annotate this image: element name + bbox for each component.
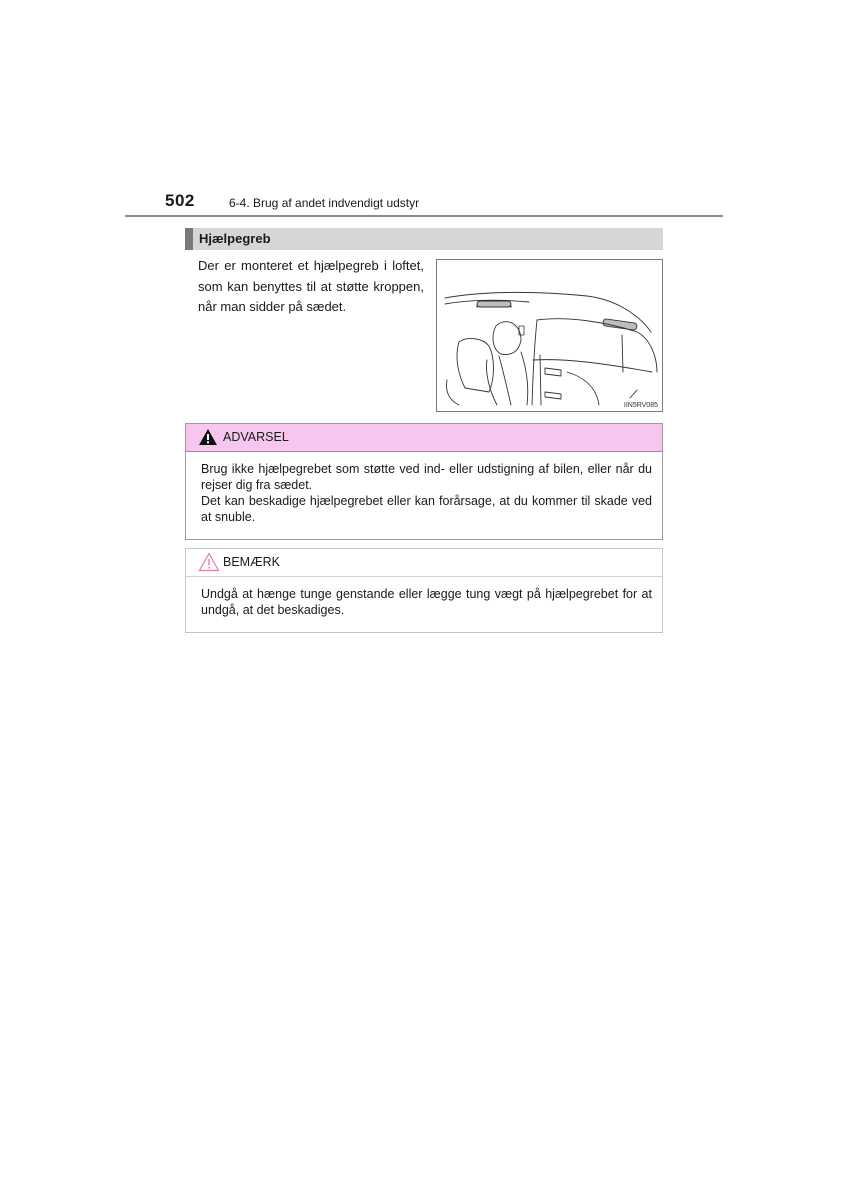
illustration-figure <box>436 259 663 412</box>
warning-header <box>186 424 662 452</box>
warning-label: ADVARSEL <box>223 430 289 444</box>
caution-triangle-icon <box>198 552 220 572</box>
intro-text: Der er monteret et hjælpegreb i loftet, som kan benyttes til at støtte kroppen, når man sidder på sædet. <box>198 258 424 314</box>
chapter-title: 6-4. Brug af andet indvendigt udstyr <box>229 196 420 210</box>
page-number: 502 <box>165 191 195 210</box>
warning-body <box>201 461 652 525</box>
section-heading <box>185 228 663 250</box>
warning-line: Brug ikke hjælpegrebet som støtte ved ind- eller udstigning af bilen, eller når du rejser dig fra sædet. <box>201 462 652 492</box>
warning-line: Det kan beskadige hjælpegrebet eller kan forårsage, at du kommer til skade ved at snuble. <box>201 494 652 524</box>
header-rule <box>125 215 723 217</box>
figure-code: IIN5RV085 <box>623 402 658 409</box>
section-heading-text: Hjælpegreb <box>199 231 271 246</box>
warning-box <box>185 423 663 540</box>
notice-box <box>185 548 663 633</box>
notice-header <box>186 549 662 577</box>
warning-triangle-icon <box>198 428 218 446</box>
notice-text: Undgå at hænge tunge genstande eller lægge tung vægt på hjælpegrebet for at undgå, at det beskadiges. <box>201 587 652 617</box>
car-interior-illustration <box>437 260 662 411</box>
notice-body <box>201 586 652 618</box>
notice-label: BEMÆRK <box>223 555 280 569</box>
